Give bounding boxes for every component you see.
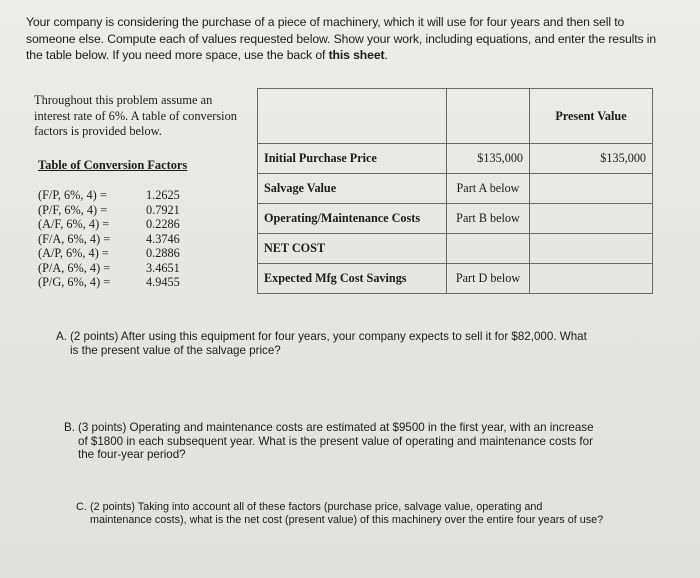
question-a [56, 330, 590, 357]
question-b [64, 421, 598, 462]
factor-label: (F/P, 6%, 4) = [38, 188, 107, 202]
instructions-text: Your company is considering the purchase of a piece of machinery, which it will use for four years and then sell to someone else. Compute each of values requested below. Show your work, including equations, and enter the results in the table below. If you need more space, use the back of [26, 15, 657, 62]
factor-value: 0.2286 [146, 217, 180, 231]
question-label: B. [64, 421, 75, 434]
row-label: Salvage Value [258, 174, 447, 204]
instructions-bold-text: this sheet [328, 48, 385, 62]
factor-label: (F/A, 6%, 4) = [38, 231, 111, 246]
table-row [258, 204, 653, 234]
factor-label: (A/F, 6%, 4) = [38, 217, 110, 231]
question-text: (2 points) After using this equipment for four years, your company expects to sell it for $82,000. What is the present value of the salvage price? [70, 330, 587, 357]
factor-value: 4.3746 [146, 231, 180, 246]
factor-value: 0.2886 [146, 246, 180, 260]
header-blank-cell [447, 89, 530, 144]
factor-row [38, 275, 206, 290]
row-amount [447, 234, 530, 264]
factor-row [38, 203, 206, 218]
factor-label: (A/P, 6%, 4) = [38, 246, 109, 260]
row-amount: Part A below [447, 174, 530, 204]
row-present-value [530, 174, 653, 204]
instructions-end: . [384, 48, 388, 62]
table-row [258, 234, 653, 264]
conversion-factors-list [38, 188, 206, 290]
question-label: C. [76, 501, 87, 513]
factor-row [38, 261, 206, 276]
factor-value: 3.4651 [146, 260, 180, 275]
row-present-value [530, 234, 653, 264]
row-amount: Part B below [447, 204, 530, 234]
factor-value: 1.2625 [146, 188, 180, 202]
row-amount: $135,000 [447, 144, 530, 174]
factor-label: (P/A, 6%, 4) = [38, 260, 111, 275]
row-label: Initial Purchase Price [258, 144, 447, 174]
table-row [258, 174, 653, 204]
row-present-value [530, 264, 653, 294]
factor-label: (P/F, 6%, 4) = [38, 202, 108, 217]
instructions-paragraph [26, 14, 666, 64]
factor-value: 0.7921 [146, 202, 180, 217]
conversion-factors-title: Table of Conversion Factors [38, 158, 188, 172]
header-blank-cell [258, 89, 447, 144]
row-present-value [530, 204, 653, 234]
question-text: (2 points) Taking into account all of these factors (purchase price, salvage value, operating and maintenance costs), what is the net cost (present value) of this machinery over the entire four years of use? [90, 501, 604, 526]
row-label: NET COST [258, 234, 447, 264]
question-text: (3 points) Operating and maintenance costs are estimated at $9500 in the first year, with an increase of $1800 in each subsequent year. What is the present value of operating and maintenance costs for the four-year period? [78, 421, 594, 461]
factor-row [38, 246, 206, 261]
row-label: Operating/Maintenance Costs [258, 204, 447, 234]
factor-value: 4.9455 [146, 275, 180, 289]
factor-label: (P/G, 6%, 4) = [38, 275, 111, 289]
row-amount: Part D below [447, 264, 530, 294]
row-present-value: $135,000 [530, 144, 653, 174]
table-header-row [258, 89, 653, 144]
table-row [258, 144, 653, 174]
factor-row [38, 188, 206, 203]
table-row [258, 264, 653, 294]
present-value-header: Present Value [530, 89, 653, 144]
question-label: A. [56, 330, 67, 343]
interest-assumption: Throughout this problem assume an interest rate of 6%. A table of conversion factors is provided below. [34, 93, 238, 139]
row-label: Expected Mfg Cost Savings [258, 264, 447, 294]
factor-row [38, 232, 206, 247]
question-c [76, 501, 605, 526]
cost-table [257, 88, 653, 294]
factor-row [38, 217, 206, 232]
